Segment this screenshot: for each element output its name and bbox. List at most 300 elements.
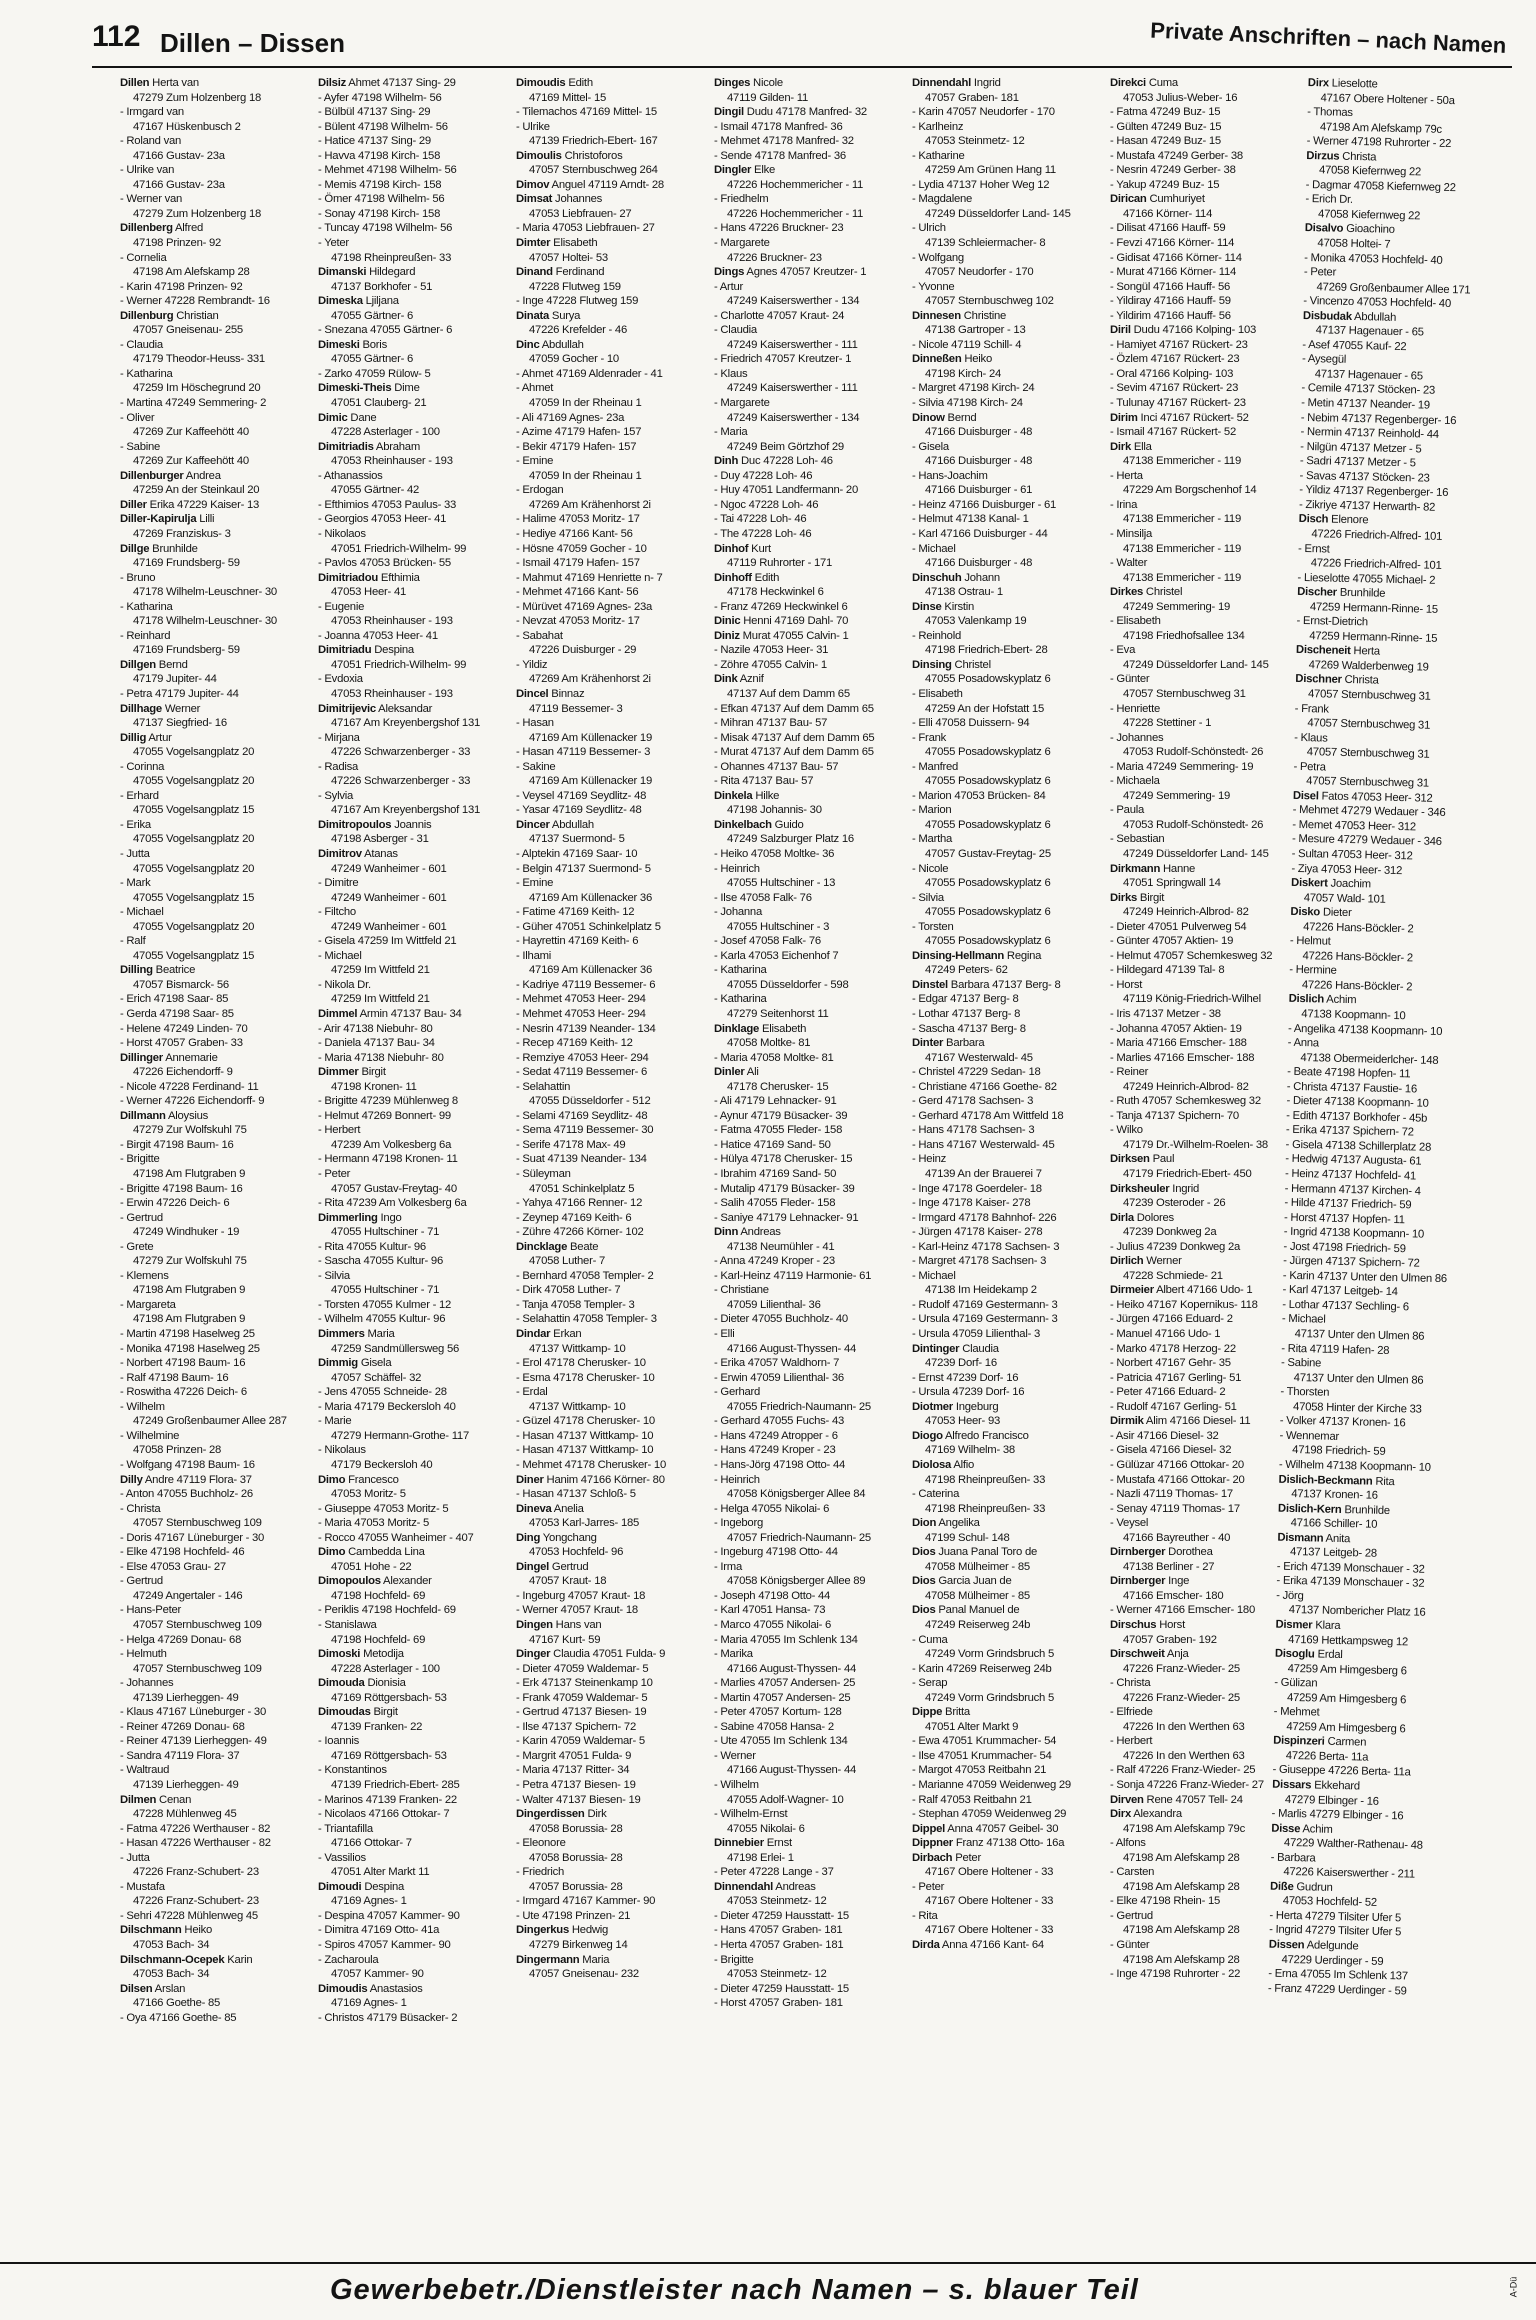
directory-line: 47226 Friedrich-Alfred- 101 (1311, 528, 1443, 543)
directory-line: - Hans-Jörg 47198 Otto- 44 (714, 1458, 846, 1471)
surname: Dinkela (714, 789, 753, 802)
directory-line: - Rita 47055 Kultur- 96 (318, 1240, 426, 1253)
directory-line: - Barbara (1270, 1851, 1316, 1865)
directory-line: Dimmel Armin 47137 Bau- 34 (318, 1008, 462, 1020)
directory-line: Dilling Beatrice (120, 964, 196, 977)
directory-line: - Klaus (1294, 731, 1328, 745)
directory-line: 47057 Sternbuschweg 31 (1306, 775, 1429, 790)
directory-line: 47057 Gustav-Freytag- 25 (925, 847, 1051, 860)
directory-line: 47057 Sternbuschweg 264 (529, 164, 658, 177)
directory-line: Dinter Barbara (912, 1037, 985, 1050)
directory-line: - Sascha 47137 Berg- 8 (912, 1022, 1026, 1035)
directory-line: - Giuseppe 47053 Moritz- 5 (318, 1502, 449, 1515)
surname: Dinse (912, 600, 942, 613)
directory-line: - Dagmar 47058 Kiefernweg 22 (1305, 178, 1456, 194)
directory-line: 47057 Neudorfer - 170 (925, 266, 1034, 279)
directory-line: 47259 Im Wittfeld 21 (331, 993, 430, 1006)
directory-line: 47226 Schwarzenberger - 33 (331, 775, 471, 788)
directory-line: Dilschmann Heiko (120, 1924, 213, 1937)
surname: Dimitriadou (318, 571, 379, 584)
directory-line: 47166 Ottokar- 7 (331, 1837, 412, 1850)
directory-line: - Sabahat (516, 629, 563, 642)
directory-line: - Peter 47166 Eduard- 2 (1110, 1386, 1226, 1399)
directory-line: - Ismail 47178 Manfred- 36 (714, 120, 843, 133)
surname: Dirschweit (1110, 1648, 1165, 1661)
directory-line: 47259 Am Himgesberg 6 (1286, 1691, 1407, 1707)
directory-line: 47055 Hultschiner - 3 (727, 920, 830, 933)
surname: Dirks (1110, 891, 1138, 904)
directory-line: - Peter 47228 Lange - 37 (714, 1866, 834, 1879)
directory-line: - Manfred (912, 760, 959, 773)
directory-line: Dirlich Werner (1110, 1255, 1182, 1268)
surname: Dimic (318, 411, 348, 424)
page-header (0, 0, 1536, 60)
directory-line: - Dimitre (318, 877, 359, 890)
footer-note: Gewerbebetr./Dienstleister nach Namen – s. blauer Teil (330, 2274, 1139, 2306)
directory-line: 47057 Graben- 192 (1123, 1633, 1217, 1646)
directory-line: Dimo Cambedda Lina (318, 1546, 425, 1559)
surname: Dinh (714, 455, 739, 468)
directory-line: - Reiner 47139 Lierheggen- 49 (120, 1735, 267, 1748)
directory-line: 47057 Sternbuschweg 31 (1306, 746, 1430, 761)
directory-line: 47269 Zur Kaffeehött 40 (133, 426, 249, 439)
directory-line: 47139 Lierheggen- 49 (133, 1691, 239, 1704)
surname: Dirmeier (1110, 1284, 1154, 1297)
directory-line: 47057 Kraut- 18 (529, 1575, 607, 1588)
directory-line: - Heiko 47167 Kopernikus- 118 (1110, 1298, 1258, 1311)
directory-line: - Marion 47053 Brücken- 84 (912, 789, 1046, 802)
surname: Disch (1298, 513, 1329, 526)
page-range-title: Dillen – Dissen (160, 28, 345, 58)
directory-line: - Gisela 47259 Im Wittfeld 21 (318, 935, 457, 948)
directory-line: - Dieter 47259 Hausstatt- 15 (714, 1982, 849, 1995)
directory-line: Dislich-Beckmann Rita (1278, 1473, 1395, 1488)
directory-line: 47053 Heer- 41 (331, 586, 407, 599)
directory-line: - Michael (912, 542, 956, 555)
directory-line: - Yahya 47166 Renner- 12 (516, 1197, 643, 1210)
page-footer (0, 2262, 1536, 2314)
directory-line: 47198 Am Alefskamp 28 (1123, 1880, 1240, 1893)
directory-line: - Erol 47178 Cherusker- 10 (516, 1357, 646, 1370)
directory-line: - Doris 47167 Lüneburger - 30 (120, 1531, 265, 1544)
directory-line: - Franz 47229 Uerdinger - 59 (1267, 1982, 1407, 1998)
surname: Dirnberger (1110, 1546, 1166, 1559)
surname: Dintinger (912, 1342, 960, 1355)
directory-line: - Margarete (714, 397, 770, 410)
directory-line: 47053 Julius-Weber- 16 (1123, 91, 1238, 104)
directory-line: - Anna 47249 Kroper - 23 (714, 1255, 835, 1268)
directory-line: 47167 Hüskenbusch 2 (133, 120, 241, 133)
surname: Dilsiz (318, 77, 347, 89)
directory-line: Dilsiz Ahmet 47137 Sing- 29 (318, 77, 456, 89)
directory-line: 47051 Springwall 14 (1123, 877, 1221, 890)
directory-line: - Mihran 47137 Bau- 57 (714, 717, 828, 730)
directory-line: 47169 Hettkampsweg 12 (1288, 1633, 1409, 1648)
directory-line: 47055 Vogelsangplatz 20 (133, 746, 255, 759)
directory-line: - Hasan 47119 Bessemer- 3 (516, 746, 651, 759)
directory-line: - Karin 47198 Prinzen- 92 (120, 280, 243, 293)
directory-line: Diril Dudu 47166 Kolping- 103 (1110, 324, 1257, 337)
directory-line: - Nikolaus (318, 1444, 366, 1457)
directory-line: - Hasan 47137 Wittkamp- 10 (516, 1444, 654, 1457)
directory-line: 47198 Hochfeld- 69 (331, 1589, 426, 1602)
directory-line: Dillinger Annemarie (120, 1051, 218, 1064)
directory-line: - Mirjana (318, 731, 360, 744)
directory-line: - Hatice 47169 Sand- 50 (714, 1138, 831, 1151)
surname: Dirda (912, 1939, 940, 1951)
directory-line: 47226 Franz-Schubert- 23 (133, 1866, 259, 1879)
directory-line: - Helmut 47138 Kanal- 1 (912, 513, 1029, 526)
surname: Dirnberger (1110, 1575, 1166, 1588)
directory-line: - Wennemar (1279, 1429, 1340, 1443)
directory-line: - Mesure 47279 Wedauer - 346 (1291, 833, 1442, 849)
directory-line: - Rita (912, 1909, 938, 1922)
directory-line: - Erwin 47226 Deich- 6 (120, 1197, 230, 1210)
directory-line: - Maria 47166 Emscher- 188 (1110, 1037, 1247, 1050)
directory-line: 47166 Duisburger - 48 (925, 455, 1033, 468)
directory-line: 47249 Salzburger Platz 16 (727, 833, 854, 846)
directory-line: - Jörg (1276, 1589, 1304, 1603)
directory-line: 47055 Gärtner- 6 (331, 309, 414, 322)
surname: Dilly (120, 1473, 143, 1486)
directory-line: 47166 August-Thyssen- 44 (727, 1764, 857, 1777)
directory-line: 47057 Gneisenau- 255 (133, 324, 243, 337)
directory-line: - Dilisat 47166 Hauff- 59 (1110, 222, 1226, 235)
directory-line: - Eugenie (318, 600, 365, 613)
directory-line: Dirks Birgit (1110, 891, 1165, 904)
directory-line: - Marika (714, 1648, 753, 1661)
directory-line: - Serife 47178 Max- 49 (516, 1138, 626, 1151)
surname: Dimter (516, 237, 551, 250)
directory-line: 47198 Friedrich-Ebert- 28 (925, 644, 1048, 657)
directory-line: - Elfriede (1110, 1706, 1153, 1719)
directory-line: Dinklage Elisabeth (714, 1022, 807, 1035)
directory-line: - Grete (120, 1240, 154, 1253)
surname: Dinow (912, 411, 945, 424)
surname: Dirlich (1110, 1255, 1144, 1268)
directory-line: 47057 Borussia- 28 (529, 1880, 623, 1893)
directory-line: 47137 Suermond- 5 (529, 833, 625, 846)
directory-line: - Karin 47269 Reiserweg 24b (912, 1662, 1052, 1675)
directory-line: - Christos 47179 Büsacker- 2 (318, 2011, 458, 2024)
directory-line: Dinh Duc 47228 Loh- 46 (714, 455, 833, 468)
directory-line: - Heinz 47137 Hochfeld- 41 (1284, 1167, 1417, 1183)
directory-line: - Hermine (1289, 964, 1337, 978)
directory-line: - Salih 47055 Fleder- 158 (714, 1197, 836, 1210)
directory-line: Dirschus Horst (1110, 1618, 1185, 1631)
surname: Dirven (1110, 1793, 1144, 1806)
directory-line: Dimitrijevic Aleksandar (318, 702, 433, 715)
surname: Dimo (318, 1546, 346, 1559)
surname: Dirim (1110, 411, 1138, 424)
directory-line: - Erhard (120, 789, 159, 802)
directory-line: - Ruth 47057 Schemkesweg 32 (1110, 1095, 1261, 1108)
directory-line: - Johanna 47057 Aktien- 19 (1110, 1022, 1242, 1035)
directory-line: - Marko 47178 Herzog- 22 (1110, 1342, 1236, 1355)
directory-line: Dinkelbach Guido (714, 818, 804, 831)
directory-line: - Zacharoula (318, 1953, 379, 1966)
directory-line: - Erdal (516, 1386, 548, 1399)
directory-line: - Gisela 47138 Schillerplatz 28 (1285, 1138, 1432, 1154)
directory-line: Dimeska Ljiljana (318, 295, 399, 308)
directory-line: 47138 Emmericher - 119 (1123, 513, 1241, 526)
directory-line: - Günter (1110, 1939, 1150, 1951)
surname: Diril (1110, 324, 1131, 337)
directory-line: 47249 Reiserweg 24b (925, 1618, 1031, 1631)
directory-line: - Selami 47169 Seydlitz- 48 (516, 1109, 648, 1122)
surname: Direkci (1110, 77, 1146, 89)
directory-line: Dippel Anna 47057 Geibel- 30 (912, 1822, 1059, 1835)
directory-line: Discher Brunhilde (1297, 586, 1386, 600)
directory-line: Dinata Surya (516, 309, 581, 322)
directory-line: - Sabine 47058 Hansa- 2 (714, 1720, 834, 1733)
directory-line: - Hedwig 47137 Augusta- 61 (1285, 1153, 1422, 1169)
directory-line: - Brigitte 47239 Mühlenweg 8 (318, 1095, 458, 1108)
directory-line: - Marlis 47279 Elbinger - 16 (1271, 1807, 1404, 1823)
directory-line: 47053 Karl-Jarres- 185 (529, 1517, 640, 1530)
directory-line: - Friedrich (516, 1866, 565, 1879)
directory-line: - Peter (1303, 266, 1337, 279)
directory-line: 47228 Schmiede- 21 (1123, 1269, 1223, 1282)
directory-line: 47058 Holtei- 7 (1317, 237, 1391, 251)
directory-line: 47198 Am Alefskamp 28 (1123, 1953, 1240, 1966)
directory-line: - Mehmet 47198 Wilhelm- 56 (318, 164, 457, 177)
directory-line: 47179 Friedrich-Ebert- 450 (1123, 1168, 1252, 1181)
directory-columns (0, 72, 1536, 2252)
directory-line: - Karl 47137 Leitgeb- 14 (1282, 1284, 1398, 1299)
directory-line: 47259 Am Grünen Hang 11 (925, 164, 1056, 177)
directory-line: - Güher 47051 Schinkelplatz 5 (516, 920, 661, 933)
directory-line: - Helga 47269 Donau- 68 (120, 1633, 242, 1646)
directory-line: - Yakup 47249 Buz- 15 (1110, 178, 1220, 191)
directory-line: - Monika 47198 Haselweg 25 (120, 1342, 260, 1355)
directory-line: - Helmuth (120, 1648, 167, 1661)
directory-line: - Jürgen 47137 Spichern- 72 (1283, 1255, 1420, 1270)
surname: Dilschmann (120, 1924, 182, 1937)
directory-line: 47053 Hochfeld- 96 (529, 1546, 624, 1559)
directory-line: - Veysel 47169 Seydlitz- 48 (516, 789, 647, 802)
directory-line: 47055 Posadowskyplatz 6 (925, 746, 1051, 759)
directory-line: - Irina (1110, 498, 1138, 511)
surname: Dindar (516, 1328, 551, 1341)
directory-line: 47249 Peters- 62 (925, 964, 1008, 977)
directory-line: 47058 Kiefernweg 22 (1317, 208, 1421, 223)
surname: Disoglu (1274, 1647, 1315, 1661)
directory-line: Dimitrov Atanas (318, 847, 398, 860)
surname: Dirkmann (1110, 862, 1161, 875)
directory-line: - Duy 47228 Loh- 46 (714, 469, 813, 482)
directory-line: - Vincenzo 47053 Hochfeld- 40 (1303, 295, 1452, 311)
directory-line: - Selahattin 47058 Templer- 3 (516, 1313, 657, 1326)
directory-line: - Tulunay 47167 Rückert- 23 (1110, 397, 1246, 410)
directory-line: 47228 Asterlager - 100 (331, 426, 440, 439)
directory-line: - Wilhelm 47055 Kultur- 96 (318, 1313, 446, 1326)
directory-line: - Murat 47166 Körner- 114 (1110, 266, 1237, 279)
directory-line: Dillenburger Andrea (120, 469, 221, 482)
directory-line: - Werner 47166 Emscher- 180 (1110, 1604, 1255, 1617)
directory-line: 47226 Hans-Böckler- 2 (1302, 949, 1413, 965)
section-title: Private Anschriften – nach Namen (1149, 17, 1507, 58)
directory-line: - Lothar 47137 Berg- 8 (912, 1008, 1021, 1020)
directory-line: - Martin 47198 Haselweg 25 (120, 1328, 255, 1341)
directory-line: 47166 August-Thyssen- 44 (727, 1662, 857, 1675)
surname: Dimouda (318, 1677, 365, 1690)
directory-line: - Fatma 47249 Buz- 15 (1110, 106, 1221, 119)
directory-line: 47055 Friedrich-Naumann- 25 (727, 1400, 871, 1413)
surname: Dinhoff (714, 571, 752, 584)
directory-line: Dingil Dudu 47178 Manfred- 32 (714, 106, 867, 119)
directory-line: 47057 Sternbuschweg 109 (133, 1618, 262, 1631)
directory-line: 47055 Posadowskyplatz 6 (925, 877, 1051, 890)
directory-line: Dios Garcia Juan de (912, 1575, 1012, 1588)
directory-line: - Christa (1110, 1677, 1151, 1690)
directory-line: Dion Angelika (912, 1517, 980, 1530)
directory-line: Diniz Murat 47055 Calvin- 1 (714, 629, 849, 642)
directory-line: - Dieter 47051 Pulverweg 54 (1110, 920, 1247, 933)
directory-line: - Serap (912, 1677, 948, 1690)
directory-line: 47138 Gartroper - 13 (925, 324, 1026, 337)
directory-column (912, 76, 1112, 2252)
directory-line: 47138 Koopmann- 10 (1301, 1008, 1406, 1023)
directory-line: - Irmgard van (120, 106, 184, 119)
directory-line: - Hans 47178 Sachsen- 3 (912, 1124, 1035, 1137)
directory-line: 47169 Agnes- 1 (331, 1895, 407, 1908)
directory-line: 47279 Zum Holzenberg 18 (133, 91, 262, 104)
directory-line: - Marianne 47059 Weidenweg 29 (912, 1778, 1071, 1791)
directory-line: - Nebim 47137 Regenberger- 16 (1300, 411, 1457, 427)
directory-line: 47198 Rheinpreußen- 33 (331, 251, 452, 264)
directory-line: - Gertrud (120, 1211, 163, 1224)
directory-line: - Periklis 47198 Hochfeld- 69 (318, 1604, 456, 1617)
directory-line: - Karl 47051 Hansa- 73 (714, 1604, 826, 1617)
directory-line: Dimmer Birgit (318, 1066, 386, 1079)
directory-line: Dimitriadis Abraham (318, 440, 420, 453)
directory-line: - Ute 47198 Prinzen- 21 (516, 1909, 631, 1922)
directory-line: - Jutta (120, 1851, 150, 1864)
directory-line: - Erk 47137 Steinenkamp 10 (516, 1677, 653, 1690)
directory-line: Dintinger Claudia (912, 1342, 999, 1355)
directory-line: - Klemens (120, 1269, 169, 1282)
directory-line: - Walter (1110, 557, 1148, 570)
directory-line: - Wilko (1110, 1124, 1143, 1137)
directory-line: - Ismail 47167 Rückert- 52 (1110, 426, 1236, 439)
directory-line: 47138 Berliner - 27 (1123, 1560, 1215, 1573)
directory-line: Disel Fatos 47053 Heer- 312 (1292, 789, 1433, 805)
directory-line: - Gerda 47198 Saar- 85 (120, 1008, 234, 1020)
directory-line: 47058 Hinter der Kirche 33 (1293, 1400, 1422, 1416)
directory-line: - Ursula 47169 Gestermann- 3 (912, 1313, 1058, 1326)
surname: Disel (1292, 789, 1319, 803)
surname: Dimoudi (318, 1880, 362, 1893)
directory-line: Dimter Elisabeth (516, 237, 598, 250)
directory-line: 47198 Rheinpreußen- 33 (925, 1473, 1046, 1486)
surname: Dios (912, 1546, 936, 1559)
directory-line: - Ralf 47198 Baum- 16 (120, 1371, 229, 1384)
directory-line: - Roland van (120, 135, 182, 148)
directory-line: - Gerhard 47178 Am Wittfeld 18 (912, 1109, 1064, 1122)
directory-line: Dirmik Alim 47166 Diesel- 11 (1110, 1415, 1251, 1428)
directory-line: 47166 Bayreuther - 40 (1123, 1531, 1231, 1544)
directory-line: 47229 Uerdinger - 59 (1281, 1953, 1384, 1968)
directory-line: Dimoski Metodija (318, 1648, 404, 1661)
directory-line: - Ernst 47239 Dorf- 16 (912, 1371, 1019, 1384)
directory-line: 47055 Düsseldorfer - 512 (529, 1095, 651, 1108)
directory-line: - Hans 47249 Kroper - 23 (714, 1444, 836, 1457)
directory-line: 47166 Gustav- 23a (133, 149, 225, 162)
directory-line: - Elisabeth (1110, 615, 1161, 628)
surname: Dillge (120, 542, 150, 555)
directory-line: 47057 Sternbuschweg 31 (1123, 687, 1246, 700)
surname: Dingerkus (516, 1924, 569, 1937)
directory-line: 47057 Gustav-Freytag- 40 (331, 1182, 457, 1195)
directory-line: - Oliver (120, 411, 155, 424)
surname: Disko (1290, 905, 1321, 919)
directory-line: - Yildiz (516, 658, 548, 671)
directory-line: 47228 Asterlager - 100 (331, 1662, 440, 1675)
directory-line: - Petra (1293, 760, 1326, 774)
directory-line: - Ahmet 47169 Aldenrader - 41 (516, 367, 663, 380)
directory-line: - Güzel 47178 Cherusker- 10 (516, 1415, 655, 1428)
directory-line: 47198 Asberger - 31 (331, 833, 429, 846)
directory-line: 47053 Steinmetz- 12 (727, 1895, 827, 1908)
surname: Diotmer (912, 1400, 953, 1413)
directory-line: - Katharina (120, 600, 173, 613)
directory-line: 47058 Borussia- 28 (529, 1822, 623, 1835)
surname: Dirzus (1306, 149, 1340, 163)
directory-line: - Katharina (120, 367, 173, 380)
directory-line: 47249 Großenbaumer Allee 287 (133, 1415, 287, 1428)
directory-line: - Reinhold (912, 629, 961, 642)
surname: Dios (912, 1604, 936, 1617)
directory-line: - Karlheinz (912, 120, 964, 133)
directory-line: 47138 Ostrau- 1 (925, 586, 1003, 599)
directory-line: - Sema 47119 Bessemer- 30 (516, 1124, 654, 1137)
surname: Dinc (516, 338, 540, 351)
directory-line: - Nesrin 47249 Gerber- 38 (1110, 164, 1236, 177)
directory-line: - Daniela 47137 Bau- 34 (318, 1037, 435, 1050)
directory-line: - Carsten (1110, 1866, 1155, 1879)
directory-line: - Magdalene (912, 193, 973, 206)
directory-line: Dimoudis Anastasios (318, 1982, 423, 1995)
directory-line: 47249 Semmering- 19 (1123, 600, 1231, 613)
directory-line: 47167 Kurt- 59 (529, 1633, 601, 1646)
surname: Dimopoulos (318, 1575, 381, 1588)
directory-line: - Josef 47058 Falk- 76 (714, 935, 821, 948)
surname: Dimitrijevic (318, 702, 376, 715)
directory-line: - Norbert 47167 Gehr- 35 (1110, 1357, 1231, 1370)
surname: Dingermann (516, 1953, 580, 1966)
surname: Dinnendahl (714, 1880, 774, 1893)
directory-line: - Rita 47119 Hafen- 28 (1281, 1342, 1390, 1357)
directory-line: - Elli (714, 1328, 735, 1341)
directory-line: 47058 Luther- 7 (529, 1255, 606, 1268)
directory-line: Dinges Nicole (714, 77, 783, 89)
directory-line: - Friedrich 47057 Kreutzer- 1 (714, 353, 852, 366)
directory-line: - Maria 47053 Moritz- 5 (318, 1517, 430, 1530)
directory-line: 47169 Röttgersbach- 53 (331, 1691, 447, 1704)
directory-line: - Erich 47139 Monschauer - 32 (1276, 1560, 1425, 1576)
directory-line: Dingler Elke (714, 164, 776, 177)
directory-line: - Erika 47057 Waldhorn- 7 (714, 1357, 840, 1370)
directory-line: - Katharina (714, 993, 767, 1006)
directory-line: - Alptekin 47169 Saar- 10 (516, 847, 638, 860)
directory-line: - Hasan (516, 717, 554, 730)
directory-line: 47057 Sternbuschweg 31 (1307, 717, 1431, 732)
directory-line: 47239 Am Volkesberg 6a (331, 1138, 452, 1151)
directory-line: Dios Panal Manuel de (912, 1604, 1020, 1617)
directory-line: - Wilhelm (714, 1778, 759, 1791)
directory-line: 47059 Lilienthal- 36 (727, 1298, 821, 1311)
